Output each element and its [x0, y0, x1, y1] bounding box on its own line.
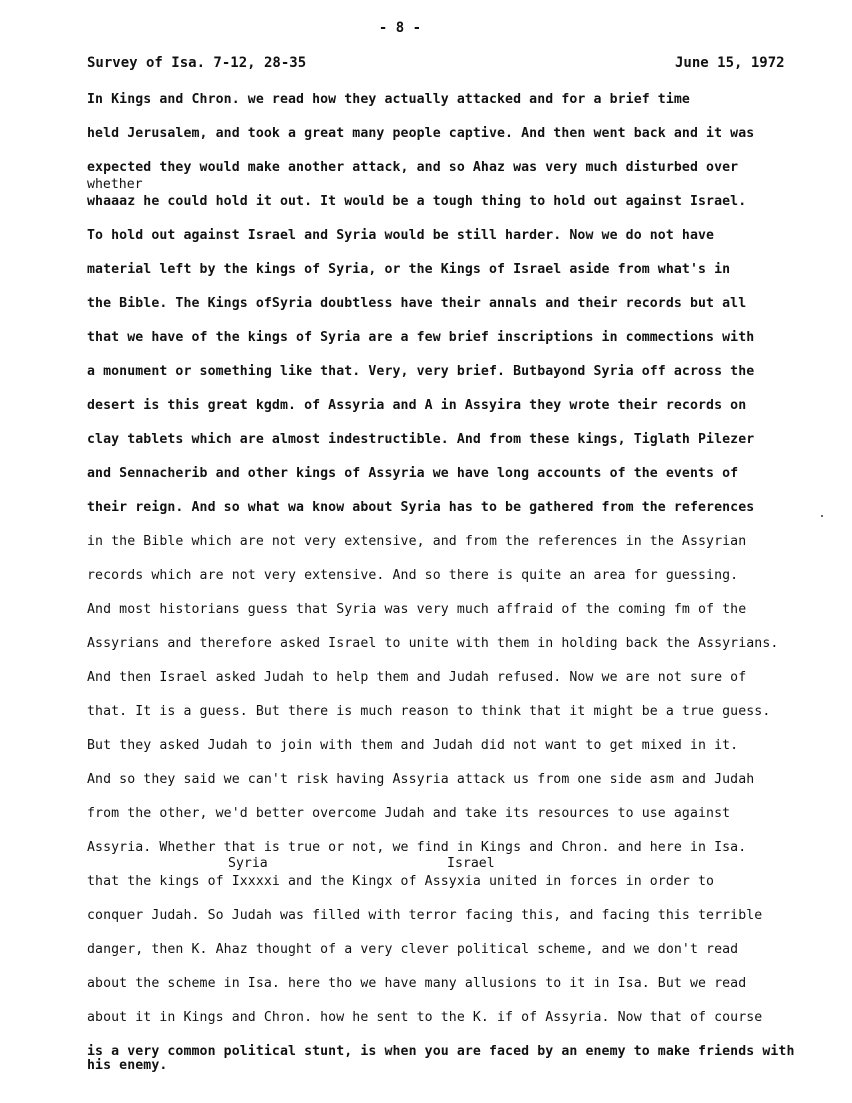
body-line-7: the Bible. The Kings ofSyria doubtless have their annals and their records but all: [87, 296, 747, 311]
body-line-6: material left by the kings of Syria, or the Kings of Israel aside from what's in: [87, 262, 731, 277]
body-line-16: And most historians guess that Syria was very much affraid of the coming fm of the: [87, 602, 747, 617]
body-line-20: But they asked Judah to join with them and Judah did not want to get mixed in it.: [87, 738, 739, 753]
body-line-9: a monument or something like that. Very, very brief. Butbayond Syria off across the: [87, 364, 755, 379]
scan-speck: [821, 515, 823, 517]
body-line-1: In Kings and Chron. we read how they actually attacked and for a brief time: [87, 92, 690, 107]
body-line-8: that we have of the kings of Syria are a few brief inscriptions in commections with: [87, 330, 755, 345]
document-date: June 15, 1972: [675, 55, 785, 71]
body-line-18: And then Israel asked Judah to help them and Judah refused. Now we are not sure of: [87, 670, 747, 685]
body-line-4: whaaaz he could hold it out. It would be a tough thing to hold out against Israel.: [87, 194, 747, 209]
body-line-30: his enemy.: [87, 1058, 168, 1073]
body-line-5: To hold out against Israel and Syria would be still harder. Now we do not have: [87, 228, 715, 243]
body-line-23: Assyria. Whether that is true or not, we find in Kings and Chron. and here in Isa.: [87, 840, 747, 855]
body-line-2: held Jerusalem, and took a great many people captive. And then went back and it was: [87, 126, 755, 141]
body-line-13: their reign. And so what wa know about Syria has to be gathered from the references: [87, 500, 755, 515]
body-line-27: about the scheme in Isa. here tho we have many allusions to it in Isa. But we read: [87, 976, 747, 991]
body-line-12: and Sennacherib and other kings of Assyria we have long accounts of the events of: [87, 466, 739, 481]
body-line-10: desert is this great kgdm. of Assyria and A in Assyira they wrote their records on: [87, 398, 747, 413]
body-line-11: clay tablets which are almost indestructible. And from these kings, Tiglath Pilezer: [87, 432, 755, 447]
body-line-19: that. It is a guess. But there is much reason to think that it might be a true guess.: [87, 704, 771, 719]
body-line-22: from the other, we'd better overcome Judah and take its resources to use against: [87, 806, 731, 821]
body-line-21: And so they said we can't risk having Assyria attack us from one side asm and Judah: [87, 772, 755, 787]
body-line-17: Assyrians and therefore asked Israel to unite with them in holding back the Assyrians.: [87, 636, 779, 651]
body-line-14: in the Bible which are not very extensive, and from the references in the Assyrian: [87, 534, 747, 549]
body-line-26: danger, then K. Ahaz thought of a very clever political scheme, and we don't read: [87, 942, 739, 957]
interlinear-syria: Syria: [228, 856, 268, 871]
body-line-25: conquer Judah. So Judah was filled with terror facing this, and facing this terrible: [87, 908, 763, 923]
body-line-15: records which are not very extensive. And so there is quite an area for guessing.: [87, 568, 739, 583]
page-number: - 8 -: [378, 20, 422, 36]
body-line-24: that the kings of Ixxxxi and the Kingx of Assyxia united in forces in order to: [87, 874, 715, 889]
body-line-3: expected they would make another attack, and so Ahaz was very much disturbed over: [87, 160, 739, 175]
body-line-28: about it in Kings and Chron. how he sent to the K. if of Assyria. Now that of course: [87, 1010, 763, 1025]
interlinear-israel: Israel: [447, 856, 495, 871]
document-title: Survey of Isa. 7-12, 28-35: [87, 55, 307, 71]
interlinear-whether: whether: [87, 177, 143, 192]
body-line-29: is a very common political stunt, is when you are faced by an enemy to make friends with: [87, 1044, 795, 1059]
